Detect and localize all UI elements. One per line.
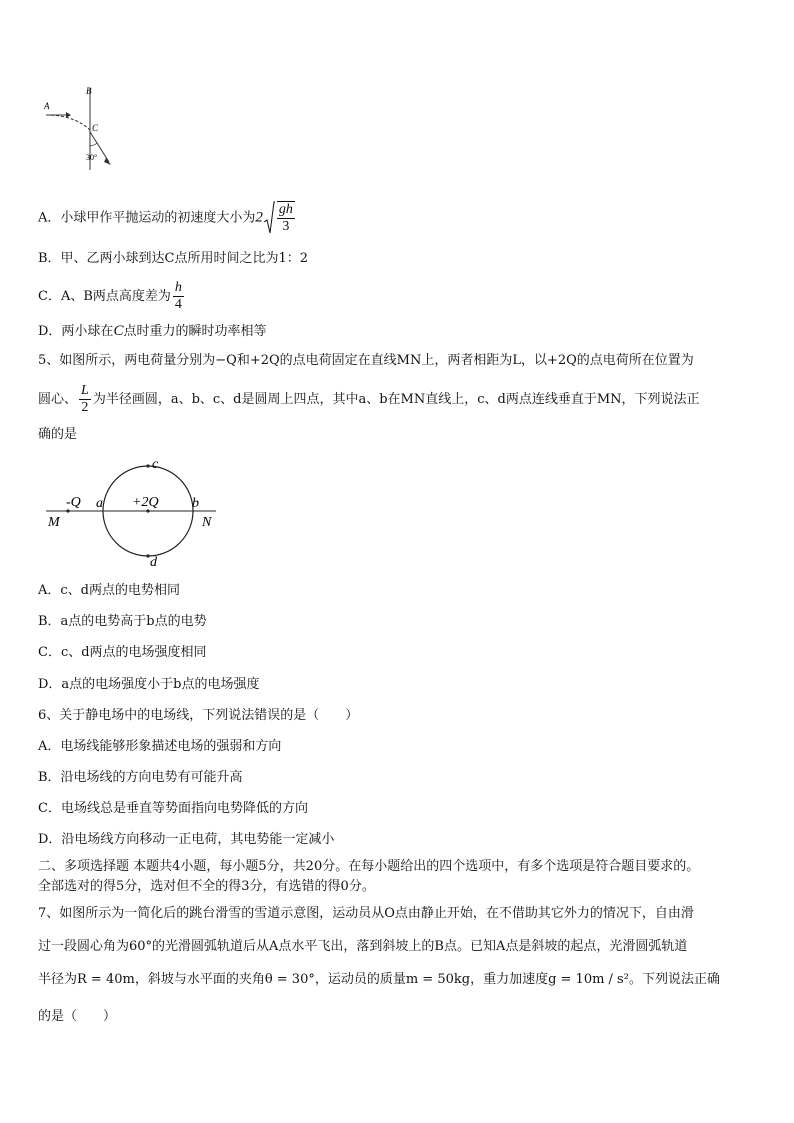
- q4-option-d-point: C: [113, 323, 124, 339]
- q4-option-a-text: A．小球甲作平抛运动的初速度大小为: [38, 210, 256, 226]
- q5-line2-post: 为半径画圆，a、b、c、d是圆周上四点，其中a、b在MN直线上，c、d两点连线垂直于MN，下列说法正: [92, 392, 700, 407]
- q6-stem: 6、关于静电场中的电场线，下列说法错误的是（ ）: [38, 708, 359, 723]
- q4-option-d-post: 点时重力的瞬时功率相等: [123, 324, 267, 339]
- point-m-label: M: [48, 515, 60, 530]
- fraction-numerator: h: [174, 280, 182, 295]
- radius-numerator: L: [81, 383, 89, 398]
- q4-option-c: [38, 280, 186, 313]
- point-c-dot: [146, 464, 149, 467]
- q7-stem-line1: 7、如图所示为一简化后的跳台滑雪的雪道示意图，运动员从O点由静止开始，在不借助其它外力的情况下，自由滑: [38, 906, 694, 921]
- point-a-label: a: [96, 496, 103, 511]
- q5-option-b: B．a点的电势高于b点的电势: [38, 614, 207, 629]
- q4-option-d-pre: D．两小球在: [38, 324, 114, 339]
- neg-charge-label: -Q: [66, 495, 81, 510]
- q4-option-c-text: C．A、B两点高度差为: [38, 289, 171, 304]
- q5-option-d: D．a点的电场强度小于b点的电场强度: [38, 677, 260, 692]
- q4-option-d: [38, 322, 266, 341]
- point-n-label: N: [202, 515, 212, 530]
- q6-option-a: A．电场线能够形象描述电场的强弱和方向: [38, 739, 282, 754]
- q4-option-a: [38, 200, 297, 236]
- section2-line2: 全部选对的得5分，选对但不全的得3分，有选错的得0分。: [38, 879, 375, 894]
- label-c: C: [92, 123, 99, 133]
- q5-line2-pre: 圆心、: [38, 392, 78, 407]
- q5-option-a: A．c、d两点的电势相同: [38, 583, 180, 598]
- charge-circle-figure: [44, 452, 224, 572]
- q6-option-d: D．沿电场线方向移动一正电荷，其电势能一定减小: [38, 832, 335, 847]
- sqrt-numerator: gh: [278, 202, 293, 217]
- point-c-label: c: [152, 457, 159, 472]
- q5-stem-line1: 5、如图所示，两电荷量分别为−Q和+2Q的点电荷固定在直线MN上，两者相距为L，以+2Q的点电荷所在位置为: [38, 353, 694, 368]
- q5-stem-line2: [38, 383, 700, 416]
- sqrt-sign: [263, 200, 275, 236]
- q7-stem-line4: 的是（ ）: [38, 1009, 117, 1024]
- q6-option-c: C．电场线总是垂直等势面指向电势降低的方向: [38, 801, 308, 816]
- q4-option-b: B．甲、乙两小球到达C点所用时间之比为1：2: [38, 251, 309, 266]
- section2-line1: 二、多项选择题 本题共4小题，每小题5分，共20分。在每小题给出的四个选项中，有多个选项是符合题目要求的。: [38, 859, 700, 874]
- label-b: B: [86, 86, 92, 96]
- q7-stem-line2: 过一段圆心角为60°的光滑圆弧轨道后从A点水平飞出，落到斜坡上的B点。已知A点是斜坡的起点，光滑圆弧轨道: [38, 939, 688, 954]
- label-a: A: [44, 101, 50, 111]
- sqrt-denominator: 3: [282, 219, 290, 234]
- fraction-denominator: 4: [174, 297, 182, 312]
- projectile-figure: [36, 84, 116, 174]
- q5-option-c: C．c、d两点的电场强度相同: [38, 645, 207, 660]
- radius-denominator: 2: [81, 400, 89, 415]
- point-b-label: b: [192, 496, 199, 511]
- q7-stem-line3: 半径为R = 40m，斜坡与水平面的夹角θ = 30°，运动员的质量m = 50kg，重力加速度g = 10m / s²。下列说法正确: [38, 972, 720, 987]
- angle-label: 30°: [86, 153, 98, 162]
- sqrt-coef: 2: [255, 209, 263, 226]
- sqrt-expression: [255, 200, 297, 236]
- q5-stem-line3: 确的是: [38, 427, 78, 442]
- q6-option-b: B．沿电场线的方向电势有可能升高: [38, 770, 243, 785]
- pos-charge-label: +2Q: [132, 495, 159, 510]
- point-d-label: d: [150, 555, 157, 570]
